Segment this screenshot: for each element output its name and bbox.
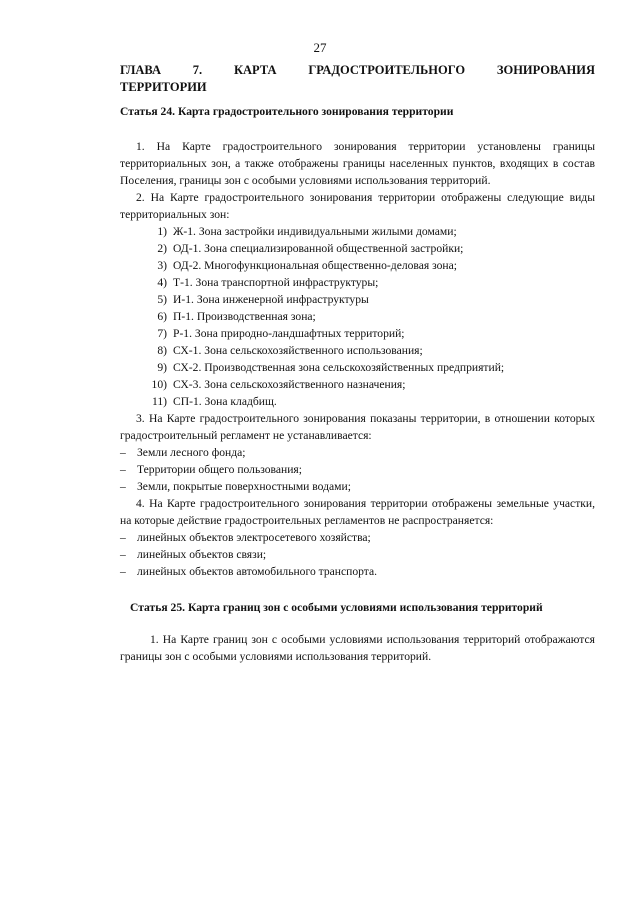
article25-title: Статья 25. Карта границ зон с особыми условиями использования территорий bbox=[130, 601, 543, 614]
zone-list-item bbox=[120, 291, 595, 308]
zone-list-item bbox=[120, 325, 595, 342]
article24-paragraph-3: 3. На Карте градостроительного зонирования показаны территории, в отношении которых градостроительный регламент не устанавливается: bbox=[120, 412, 595, 442]
zone-number: 8) bbox=[157, 344, 167, 357]
zone-number: 9) bbox=[157, 361, 167, 374]
chapter-word: 7. bbox=[192, 63, 203, 77]
list-item-text: Земли лесного фонда; bbox=[137, 446, 246, 459]
zone-text: П-1. Производственная зона; bbox=[173, 310, 316, 323]
zone-list-item bbox=[120, 342, 595, 359]
zone-list-item bbox=[120, 274, 595, 291]
article24-body bbox=[120, 138, 595, 580]
dash-marker: – bbox=[120, 463, 126, 476]
list-item bbox=[120, 529, 595, 546]
zone-number: 4) bbox=[157, 276, 167, 289]
zone-list-item bbox=[120, 359, 595, 376]
list-item bbox=[120, 563, 595, 580]
list-item bbox=[120, 478, 595, 495]
dash-marker: – bbox=[120, 565, 126, 578]
chapter-word: ГРАДОСТРОИТЕЛЬНОГО bbox=[308, 63, 466, 77]
zone-text: Т-1. Зона транспортной инфраструктуры; bbox=[173, 276, 379, 289]
zone-number: 11) bbox=[151, 395, 167, 408]
zone-number: 2) bbox=[157, 242, 167, 255]
chapter-heading-line2: ТЕРРИТОРИИ bbox=[120, 80, 207, 94]
linear-objects-list bbox=[120, 529, 595, 580]
chapter-word: ЗОНИРОВАНИЯ bbox=[496, 63, 595, 77]
dash-marker: – bbox=[120, 548, 126, 561]
list-item-text: линейных объектов автомобильного транспорта. bbox=[137, 565, 378, 578]
list-item-text: Земли, покрытые поверхностными водами; bbox=[137, 480, 351, 493]
zone-list-item bbox=[120, 240, 595, 257]
dash-marker: – bbox=[120, 480, 126, 493]
zone-list-item bbox=[120, 376, 595, 393]
zone-number: 3) bbox=[157, 259, 167, 272]
zone-text: ОД-1. Зона специализированной общественной застройки; bbox=[173, 242, 464, 255]
chapter-heading-line1 bbox=[120, 62, 595, 79]
article25-paragraph-1: 1. На Карте границ зон с особыми условиями использования территорий отображаются границы зон с особыми условиями использования территорий. bbox=[120, 633, 595, 663]
article24-paragraph-2: 2. На Карте градостроительного зонирования территории отображены следующие виды территориальных зон: bbox=[120, 191, 595, 221]
list-item bbox=[120, 444, 595, 461]
zone-list-item bbox=[120, 223, 595, 240]
zone-number: 1) bbox=[157, 225, 167, 238]
zone-list-item bbox=[120, 393, 595, 410]
chapter-word: ГЛАВА bbox=[120, 63, 161, 77]
chapter-heading bbox=[120, 62, 595, 96]
list-item-text: линейных объектов электросетевого хозяйства; bbox=[137, 531, 371, 544]
zone-text: И-1. Зона инженерной инфраструктуры bbox=[173, 293, 369, 306]
article24-paragraph-4: 4. На Карте градостроительного зонирования территории отображены земельные участки, на которые действие градостроительных регламентов не распространяется: bbox=[120, 497, 595, 527]
zone-text: ОД-2. Многофункциональная общественно-деловая зона; bbox=[173, 259, 457, 272]
zone-text: СХ-2. Производственная зона сельскохозяйственных предприятий; bbox=[173, 361, 505, 374]
article24-title: Статья 24. Карта градостроительного зонирования территории bbox=[120, 105, 454, 118]
dash-marker: – bbox=[120, 531, 126, 544]
dash-marker: – bbox=[120, 446, 126, 459]
zone-number: 5) bbox=[157, 293, 167, 306]
list-item bbox=[120, 546, 595, 563]
chapter-word: КАРТА bbox=[233, 63, 277, 77]
list-item-text: линейных объектов связи; bbox=[137, 548, 267, 561]
list-item bbox=[120, 461, 595, 478]
zone-text: СХ-3. Зона сельскохозяйственного назначения; bbox=[173, 378, 406, 391]
page-number: 27 bbox=[313, 40, 327, 55]
zone-text: Р-1. Зона природно-ландшафтных территорий; bbox=[173, 327, 405, 340]
article25-body bbox=[120, 631, 595, 665]
list-item-text: Территории общего пользования; bbox=[137, 463, 302, 476]
zone-list bbox=[120, 223, 595, 410]
zone-number: 10) bbox=[151, 378, 167, 391]
zone-list-item bbox=[120, 257, 595, 274]
zone-text: СХ-1. Зона сельскохозяйственного использования; bbox=[173, 344, 423, 357]
article24-paragraph-1: 1. На Карте градостроительного зонирования территории установлены границы территориальных зон, а также отображены границы населенных пунктов, входящих в состав Поселения, границы зон с особыми условиями использования территорий. bbox=[120, 140, 595, 187]
zone-text: СП-1. Зона кладбищ. bbox=[173, 395, 277, 408]
zone-list-item bbox=[120, 308, 595, 325]
zone-text: Ж-1. Зона застройки индивидуальными жилыми домами; bbox=[173, 225, 457, 238]
zone-number: 7) bbox=[157, 327, 167, 340]
zone-number: 6) bbox=[157, 310, 167, 323]
unregulated-territories-list bbox=[120, 444, 595, 495]
